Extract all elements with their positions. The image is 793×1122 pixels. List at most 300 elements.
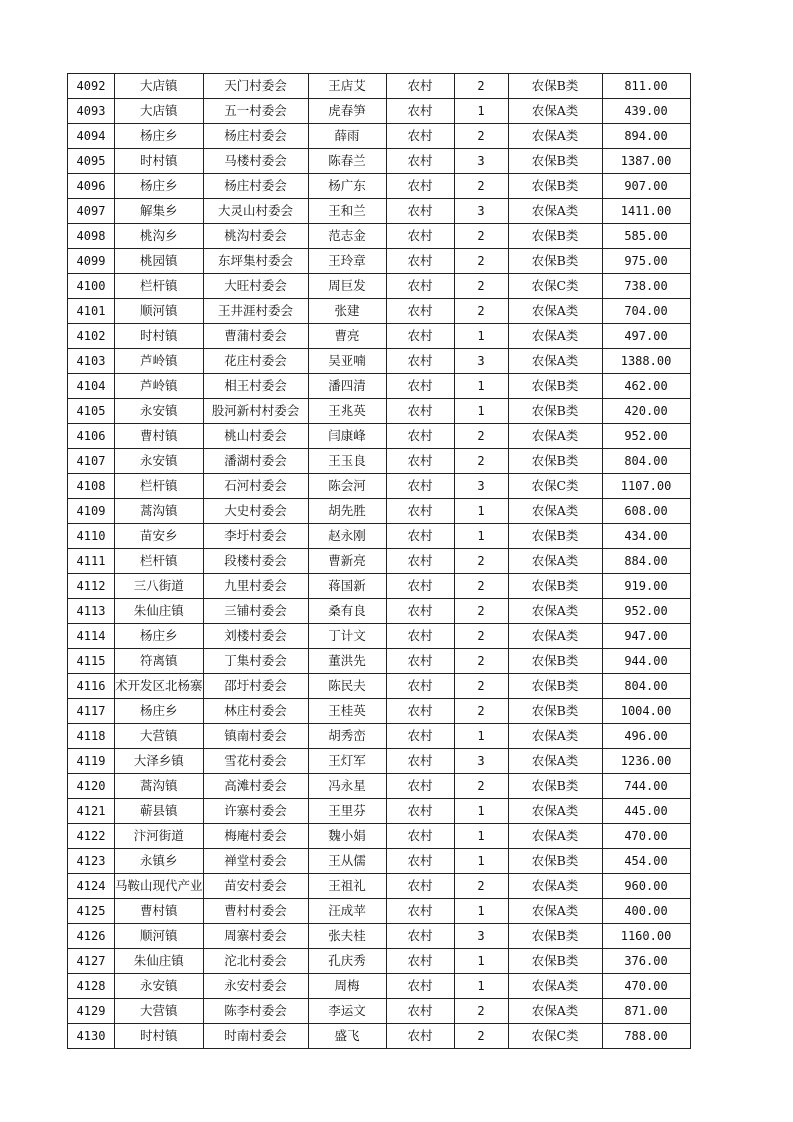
amount-cell: 497.00 — [602, 324, 690, 349]
insurance-class-cell: 农保A类 — [508, 799, 602, 824]
member-count-cell: 2 — [454, 674, 508, 699]
table-row — [68, 374, 691, 399]
member-count-cell: 1 — [454, 374, 508, 399]
table-row — [68, 899, 691, 924]
member-count-cell: 2 — [454, 649, 508, 674]
member-count-cell: 3 — [454, 349, 508, 374]
amount-cell: 454.00 — [602, 849, 690, 874]
village-committee-cell: 禅堂村委会 — [203, 849, 308, 874]
town-cell: 桃沟乡 — [115, 224, 204, 249]
person-name-cell: 胡先胜 — [308, 499, 386, 524]
insurance-class-cell: 农保B类 — [508, 699, 602, 724]
town-cell: 时村镇 — [115, 324, 204, 349]
table-row — [68, 174, 691, 199]
town-cell: 三八街道 — [115, 574, 204, 599]
member-count-cell: 1 — [454, 524, 508, 549]
row-id-cell: 4102 — [68, 324, 115, 349]
village-committee-cell: 桃沟村委会 — [203, 224, 308, 249]
row-id-cell: 4115 — [68, 649, 115, 674]
insurance-class-cell: 农保A类 — [508, 899, 602, 924]
town-cell: 曹村镇 — [115, 424, 204, 449]
town-cell: 栏杆镇 — [115, 549, 204, 574]
insurance-class-cell: 农保A类 — [508, 299, 602, 324]
amount-cell: 788.00 — [602, 1024, 690, 1049]
row-id-cell: 4121 — [68, 799, 115, 824]
member-count-cell: 1 — [454, 499, 508, 524]
row-id-cell: 4092 — [68, 74, 115, 99]
row-id-cell: 4117 — [68, 699, 115, 724]
village-committee-cell: 梅庵村委会 — [203, 824, 308, 849]
town-cell: 永安镇 — [115, 974, 204, 999]
village-committee-cell: 大史村委会 — [203, 499, 308, 524]
village-committee-cell: 陈李村委会 — [203, 999, 308, 1024]
amount-cell: 1004.00 — [602, 699, 690, 724]
person-name-cell: 桑有良 — [308, 599, 386, 624]
table-row — [68, 399, 691, 424]
row-id-cell: 4116 — [68, 674, 115, 699]
village-committee-cell: 曹村村委会 — [203, 899, 308, 924]
household-type-cell: 农村 — [386, 99, 454, 124]
row-id-cell: 4106 — [68, 424, 115, 449]
person-name-cell: 张夫桂 — [308, 924, 386, 949]
town-cell: 永安镇 — [115, 399, 204, 424]
village-committee-cell: 邵圩村委会 — [203, 674, 308, 699]
member-count-cell: 1 — [454, 399, 508, 424]
table-row — [68, 299, 691, 324]
insurance-class-cell: 农保C类 — [508, 274, 602, 299]
table-row — [68, 724, 691, 749]
town-cell: 芦岭镇 — [115, 349, 204, 374]
person-name-cell: 王店艾 — [308, 74, 386, 99]
person-name-cell: 董洪先 — [308, 649, 386, 674]
amount-cell: 470.00 — [602, 824, 690, 849]
town-cell: 杨庄乡 — [115, 699, 204, 724]
person-name-cell: 冯永星 — [308, 774, 386, 799]
person-name-cell: 汪成苹 — [308, 899, 386, 924]
insurance-class-cell: 农保B类 — [508, 174, 602, 199]
table-row — [68, 1024, 691, 1049]
village-committee-cell: 大旺村委会 — [203, 274, 308, 299]
household-type-cell: 农村 — [386, 149, 454, 174]
person-name-cell: 曹亮 — [308, 324, 386, 349]
insurance-class-cell: 农保A类 — [508, 974, 602, 999]
amount-cell: 894.00 — [602, 124, 690, 149]
table-row — [68, 74, 691, 99]
town-cell: 苗安乡 — [115, 524, 204, 549]
member-count-cell: 2 — [454, 774, 508, 799]
town-cell: 汴河街道 — [115, 824, 204, 849]
member-count-cell: 3 — [454, 924, 508, 949]
insurance-class-cell: 农保A类 — [508, 599, 602, 624]
table-row — [68, 649, 691, 674]
row-id-cell: 4105 — [68, 399, 115, 424]
row-id-cell: 4127 — [68, 949, 115, 974]
household-type-cell: 农村 — [386, 724, 454, 749]
insurance-class-cell: 农保A类 — [508, 999, 602, 1024]
household-type-cell: 农村 — [386, 549, 454, 574]
household-type-cell: 农村 — [386, 699, 454, 724]
village-committee-cell: 刘楼村委会 — [203, 624, 308, 649]
household-type-cell: 农村 — [386, 349, 454, 374]
member-count-cell: 2 — [454, 624, 508, 649]
household-type-cell: 农村 — [386, 599, 454, 624]
amount-cell: 445.00 — [602, 799, 690, 824]
insurance-class-cell: 农保A类 — [508, 199, 602, 224]
insurance-class-cell: 农保C类 — [508, 1024, 602, 1049]
member-count-cell: 1 — [454, 949, 508, 974]
amount-cell: 1387.00 — [602, 149, 690, 174]
village-committee-cell: 镇南村委会 — [203, 724, 308, 749]
member-count-cell: 2 — [454, 599, 508, 624]
amount-cell: 704.00 — [602, 299, 690, 324]
village-committee-cell: 东坪集村委会 — [203, 249, 308, 274]
village-committee-cell: 时南村委会 — [203, 1024, 308, 1049]
town-cell: 术开发区北杨寨 — [115, 674, 204, 699]
row-id-cell: 4120 — [68, 774, 115, 799]
row-id-cell: 4123 — [68, 849, 115, 874]
person-name-cell: 胡秀峦 — [308, 724, 386, 749]
town-cell: 时村镇 — [115, 1024, 204, 1049]
village-committee-cell: 石河村委会 — [203, 474, 308, 499]
household-type-cell: 农村 — [386, 974, 454, 999]
row-id-cell: 4119 — [68, 749, 115, 774]
person-name-cell: 张建 — [308, 299, 386, 324]
household-type-cell: 农村 — [386, 449, 454, 474]
town-cell: 朱仙庄镇 — [115, 949, 204, 974]
town-cell: 蕲县镇 — [115, 799, 204, 824]
row-id-cell: 4114 — [68, 624, 115, 649]
amount-cell: 1388.00 — [602, 349, 690, 374]
insurance-class-cell: 农保A类 — [508, 824, 602, 849]
village-committee-cell: 天门村委会 — [203, 74, 308, 99]
table-row — [68, 274, 691, 299]
person-name-cell: 王玉良 — [308, 449, 386, 474]
table-row — [68, 974, 691, 999]
amount-cell: 420.00 — [602, 399, 690, 424]
person-name-cell: 范志金 — [308, 224, 386, 249]
table-row — [68, 849, 691, 874]
amount-cell: 400.00 — [602, 899, 690, 924]
household-type-cell: 农村 — [386, 124, 454, 149]
amount-cell: 1411.00 — [602, 199, 690, 224]
table-row — [68, 99, 691, 124]
amount-cell: 738.00 — [602, 274, 690, 299]
table-row — [68, 349, 691, 374]
household-type-cell: 农村 — [386, 799, 454, 824]
table-row — [68, 924, 691, 949]
insurance-class-cell: 农保B类 — [508, 374, 602, 399]
insurance-class-cell: 农保A类 — [508, 324, 602, 349]
amount-cell: 952.00 — [602, 424, 690, 449]
table-row — [68, 199, 691, 224]
town-cell: 马鞍山现代产业 — [115, 874, 204, 899]
insurance-class-cell: 农保B类 — [508, 74, 602, 99]
person-name-cell: 丁计文 — [308, 624, 386, 649]
person-name-cell: 王从儒 — [308, 849, 386, 874]
village-committee-cell: 沱北村委会 — [203, 949, 308, 974]
person-name-cell: 潘四清 — [308, 374, 386, 399]
table-row — [68, 549, 691, 574]
household-type-cell: 农村 — [386, 949, 454, 974]
person-name-cell: 周巨发 — [308, 274, 386, 299]
person-name-cell: 王灯军 — [308, 749, 386, 774]
member-count-cell: 2 — [454, 299, 508, 324]
town-cell: 顺河镇 — [115, 299, 204, 324]
person-name-cell: 王桂英 — [308, 699, 386, 724]
town-cell: 蒿沟镇 — [115, 499, 204, 524]
person-name-cell: 赵永刚 — [308, 524, 386, 549]
household-type-cell: 农村 — [386, 174, 454, 199]
village-committee-cell: 曹蒲村委会 — [203, 324, 308, 349]
row-id-cell: 4098 — [68, 224, 115, 249]
insurance-class-cell: 农保A类 — [508, 749, 602, 774]
table-row — [68, 324, 691, 349]
insurance-class-cell: 农保B类 — [508, 849, 602, 874]
row-id-cell: 4122 — [68, 824, 115, 849]
town-cell: 顺河镇 — [115, 924, 204, 949]
amount-cell: 960.00 — [602, 874, 690, 899]
table-row — [68, 749, 691, 774]
insurance-class-cell: 农保B类 — [508, 399, 602, 424]
member-count-cell: 2 — [454, 874, 508, 899]
household-type-cell: 农村 — [386, 924, 454, 949]
table-row — [68, 999, 691, 1024]
insurance-class-cell: 农保B类 — [508, 774, 602, 799]
row-id-cell: 4095 — [68, 149, 115, 174]
household-type-cell: 农村 — [386, 274, 454, 299]
member-count-cell: 2 — [454, 574, 508, 599]
amount-cell: 944.00 — [602, 649, 690, 674]
amount-cell: 907.00 — [602, 174, 690, 199]
amount-cell: 952.00 — [602, 599, 690, 624]
insurance-class-cell: 农保C类 — [508, 474, 602, 499]
table-row — [68, 224, 691, 249]
person-name-cell: 王玲章 — [308, 249, 386, 274]
town-cell: 永镇乡 — [115, 849, 204, 874]
town-cell: 栏杆镇 — [115, 474, 204, 499]
household-type-cell: 农村 — [386, 874, 454, 899]
village-committee-cell: 李圩村委会 — [203, 524, 308, 549]
amount-cell: 462.00 — [602, 374, 690, 399]
household-type-cell: 农村 — [386, 324, 454, 349]
member-count-cell: 3 — [454, 749, 508, 774]
village-committee-cell: 丁集村委会 — [203, 649, 308, 674]
household-type-cell: 农村 — [386, 674, 454, 699]
amount-cell: 871.00 — [602, 999, 690, 1024]
household-type-cell: 农村 — [386, 1024, 454, 1049]
person-name-cell: 薛雨 — [308, 124, 386, 149]
amount-cell: 585.00 — [602, 224, 690, 249]
village-committee-cell: 花庄村委会 — [203, 349, 308, 374]
household-type-cell: 农村 — [386, 774, 454, 799]
person-name-cell: 盛飞 — [308, 1024, 386, 1049]
amount-cell: 884.00 — [602, 549, 690, 574]
member-count-cell: 3 — [454, 474, 508, 499]
member-count-cell: 1 — [454, 824, 508, 849]
amount-cell: 496.00 — [602, 724, 690, 749]
table-row — [68, 574, 691, 599]
insurance-class-cell: 农保B类 — [508, 949, 602, 974]
town-cell: 芦岭镇 — [115, 374, 204, 399]
amount-cell: 919.00 — [602, 574, 690, 599]
insurance-class-cell: 农保B类 — [508, 449, 602, 474]
town-cell: 栏杆镇 — [115, 274, 204, 299]
village-committee-cell: 杨庄村委会 — [203, 124, 308, 149]
town-cell: 永安镇 — [115, 449, 204, 474]
table-row — [68, 424, 691, 449]
amount-cell: 470.00 — [602, 974, 690, 999]
member-count-cell: 1 — [454, 99, 508, 124]
person-name-cell: 王和兰 — [308, 199, 386, 224]
household-type-cell: 农村 — [386, 399, 454, 424]
table-row — [68, 599, 691, 624]
member-count-cell: 1 — [454, 799, 508, 824]
household-type-cell: 农村 — [386, 74, 454, 99]
table-row — [68, 449, 691, 474]
member-count-cell: 1 — [454, 899, 508, 924]
row-id-cell: 4108 — [68, 474, 115, 499]
insurance-class-cell: 农保A类 — [508, 424, 602, 449]
table-row — [68, 949, 691, 974]
person-name-cell: 孔庆秀 — [308, 949, 386, 974]
insurance-class-cell: 农保B类 — [508, 674, 602, 699]
household-type-cell: 农村 — [386, 824, 454, 849]
amount-cell: 1160.00 — [602, 924, 690, 949]
insurance-class-cell: 农保B类 — [508, 149, 602, 174]
person-name-cell: 王兆英 — [308, 399, 386, 424]
village-committee-cell: 五一村委会 — [203, 99, 308, 124]
row-id-cell: 4104 — [68, 374, 115, 399]
row-id-cell: 4125 — [68, 899, 115, 924]
member-count-cell: 2 — [454, 274, 508, 299]
village-committee-cell: 大灵山村委会 — [203, 199, 308, 224]
person-name-cell: 周梅 — [308, 974, 386, 999]
village-committee-cell: 周寨村委会 — [203, 924, 308, 949]
household-type-cell: 农村 — [386, 474, 454, 499]
household-type-cell: 农村 — [386, 624, 454, 649]
row-id-cell: 4113 — [68, 599, 115, 624]
member-count-cell: 2 — [454, 174, 508, 199]
village-committee-cell: 相王村委会 — [203, 374, 308, 399]
amount-cell: 434.00 — [602, 524, 690, 549]
amount-cell: 975.00 — [602, 249, 690, 274]
household-type-cell: 农村 — [386, 749, 454, 774]
amount-cell: 1107.00 — [602, 474, 690, 499]
household-type-cell: 农村 — [386, 249, 454, 274]
row-id-cell: 4107 — [68, 449, 115, 474]
insurance-class-cell: 农保A类 — [508, 624, 602, 649]
table-row — [68, 474, 691, 499]
insurance-class-cell: 农保B类 — [508, 649, 602, 674]
row-id-cell: 4130 — [68, 1024, 115, 1049]
village-committee-cell: 高滩村委会 — [203, 774, 308, 799]
household-type-cell: 农村 — [386, 299, 454, 324]
insurance-class-cell: 农保A类 — [508, 724, 602, 749]
row-id-cell: 4099 — [68, 249, 115, 274]
household-type-cell: 农村 — [386, 524, 454, 549]
town-cell: 桃园镇 — [115, 249, 204, 274]
person-name-cell: 王祖礼 — [308, 874, 386, 899]
row-id-cell: 4101 — [68, 299, 115, 324]
table-row — [68, 624, 691, 649]
insurance-class-cell: 农保B类 — [508, 924, 602, 949]
insurance-class-cell: 农保A类 — [508, 549, 602, 574]
village-committee-cell: 雪花村委会 — [203, 749, 308, 774]
amount-cell: 811.00 — [602, 74, 690, 99]
town-cell: 解集乡 — [115, 199, 204, 224]
row-id-cell: 4112 — [68, 574, 115, 599]
village-committee-cell: 马楼村委会 — [203, 149, 308, 174]
town-cell: 大店镇 — [115, 74, 204, 99]
person-name-cell: 虎春笋 — [308, 99, 386, 124]
member-count-cell: 1 — [454, 324, 508, 349]
village-committee-cell: 九里村委会 — [203, 574, 308, 599]
household-type-cell: 农村 — [386, 849, 454, 874]
member-count-cell: 2 — [454, 424, 508, 449]
household-type-cell: 农村 — [386, 899, 454, 924]
person-name-cell: 杨广东 — [308, 174, 386, 199]
household-type-cell: 农村 — [386, 199, 454, 224]
table-body — [68, 74, 691, 1049]
person-name-cell: 吴亚喃 — [308, 349, 386, 374]
amount-cell: 804.00 — [602, 674, 690, 699]
member-count-cell: 3 — [454, 199, 508, 224]
person-name-cell: 魏小娟 — [308, 824, 386, 849]
table-row — [68, 824, 691, 849]
insurance-class-cell: 农保A类 — [508, 124, 602, 149]
insurance-class-cell: 农保B类 — [508, 524, 602, 549]
insurance-class-cell: 农保B类 — [508, 224, 602, 249]
town-cell: 朱仙庄镇 — [115, 599, 204, 624]
insurance-class-cell: 农保B类 — [508, 574, 602, 599]
table-row — [68, 774, 691, 799]
amount-cell: 947.00 — [602, 624, 690, 649]
village-committee-cell: 杨庄村委会 — [203, 174, 308, 199]
household-type-cell: 农村 — [386, 499, 454, 524]
member-count-cell: 2 — [454, 1024, 508, 1049]
town-cell: 大营镇 — [115, 999, 204, 1024]
insurance-class-cell: 农保B类 — [508, 249, 602, 274]
row-id-cell: 4129 — [68, 999, 115, 1024]
person-name-cell: 蒋国新 — [308, 574, 386, 599]
allowance-table — [67, 73, 691, 1049]
table-row — [68, 799, 691, 824]
village-committee-cell: 王井涯村委会 — [203, 299, 308, 324]
row-id-cell: 4094 — [68, 124, 115, 149]
village-committee-cell: 林庄村委会 — [203, 699, 308, 724]
amount-cell: 1236.00 — [602, 749, 690, 774]
insurance-class-cell: 农保A类 — [508, 349, 602, 374]
village-committee-cell: 三铺村委会 — [203, 599, 308, 624]
row-id-cell: 4110 — [68, 524, 115, 549]
town-cell: 蒿沟镇 — [115, 774, 204, 799]
town-cell: 杨庄乡 — [115, 624, 204, 649]
row-id-cell: 4124 — [68, 874, 115, 899]
member-count-cell: 2 — [454, 999, 508, 1024]
village-committee-cell: 桃山村委会 — [203, 424, 308, 449]
amount-cell: 608.00 — [602, 499, 690, 524]
row-id-cell: 4126 — [68, 924, 115, 949]
table-row — [68, 674, 691, 699]
table-row — [68, 499, 691, 524]
town-cell: 大营镇 — [115, 724, 204, 749]
row-id-cell: 4100 — [68, 274, 115, 299]
person-name-cell: 陈民夫 — [308, 674, 386, 699]
insurance-class-cell: 农保A类 — [508, 99, 602, 124]
table-row — [68, 124, 691, 149]
person-name-cell: 闫康峰 — [308, 424, 386, 449]
person-name-cell: 李运文 — [308, 999, 386, 1024]
